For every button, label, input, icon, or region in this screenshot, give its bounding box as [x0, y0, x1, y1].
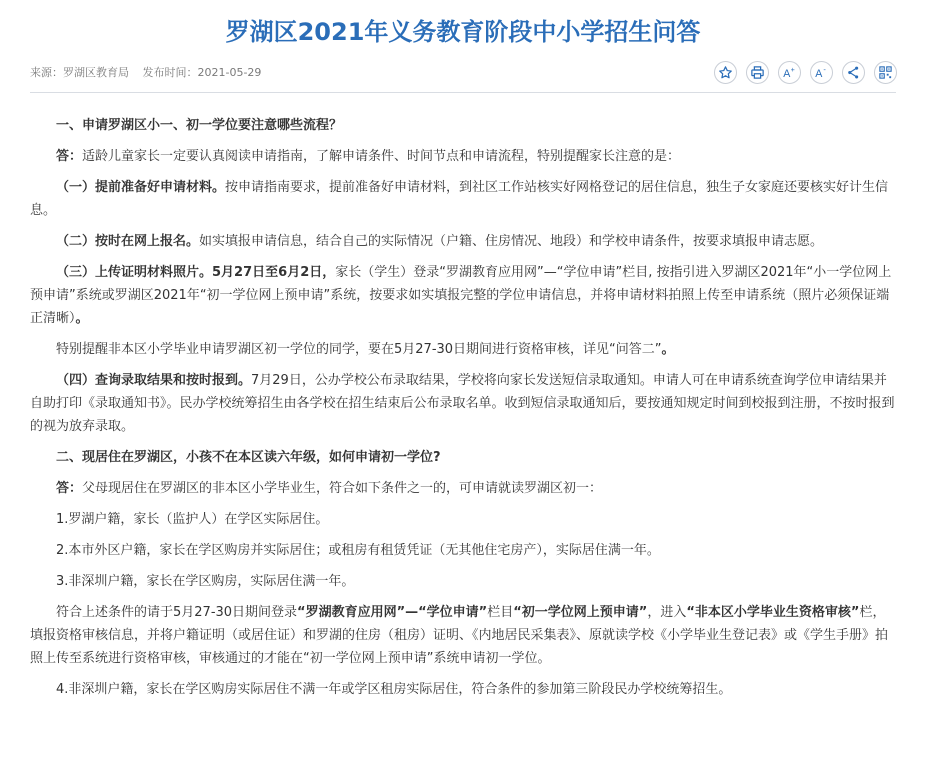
condition-2: 2.本市外区户籍，家长在学区购房并实际居住；或租房有租赁凭证（无其他住宅房产），实际居住满一年。 — [56, 543, 660, 558]
condition-4: 4.非深圳户籍，家长在学区购房实际居住不满一年或学区租房实际居住，符合条件的参加第三阶段民办学校统筹招生。 — [56, 682, 732, 697]
print-icon — [750, 65, 765, 80]
step-1: （一）提前准备好申请材料。按申请指南要求，提前准备好申请材料，到社区工作站核实好网格登记的居住信息，独生子女家庭还要核实好计生信息。 — [30, 180, 889, 218]
question-2-answer: 答：父母现居住在罗湖区的非本区小学毕业生，符合如下条件之一的，可申请就读罗湖区初一： — [56, 481, 603, 496]
step-2: （二）按时在网上报名。如实填报申请信息，结合自己的实际情况（户籍、住房情况、地段）和学校申请条件，按要求填报申请志愿。 — [56, 234, 824, 249]
font-decrease-button[interactable] — [810, 61, 833, 84]
condition-3: 3.非深圳户籍，家长在学区购房，实际居住满一年。 — [56, 574, 355, 589]
question-1-heading: 一、申请罗湖区小一、初一学位要注意哪些流程？ — [56, 118, 343, 133]
question-2-heading: 二、现居住在罗湖区，小孩不在本区读六年级，如何申请初一学位? — [56, 450, 441, 465]
qrcode-button[interactable] — [874, 61, 897, 84]
step-3: （三）上传证明材料照片。5月27日至6月2日，家长（学生）登录“罗湖教育应用网”—“学位申请”栏目, 按指引进入罗湖区2021年“小一学位网上预申请”系统或罗湖区2021年“初一学位网上预申请”系统，按要求如实填报完整的学位申请信息，并将申请材料拍照上传至申请系统（照片必须保证端正清晰）。 — [30, 265, 892, 326]
header-divider — [30, 92, 896, 93]
share-button[interactable] — [842, 61, 865, 84]
share-icon — [846, 65, 861, 80]
article-body — [30, 114, 896, 709]
publish-date: 发布时间：2021-05-29 — [142, 66, 262, 79]
svg-text:-: - — [823, 65, 826, 74]
source-label: 来源：罗湖区教育局 — [30, 66, 129, 79]
qrcode-icon — [878, 65, 893, 80]
step-4: （四）查询录取结果和按时报到。7月29日，公办学校公布录取结果，学校将向家长发送短信录取通知。申请人可在申请系统查询学位申请结果并自助打印《录取通知书》。民办学校统筹招生由各学校在招生结束后公布录取名单。收到短信录取通知后，要按通知规定时间到校报到注册，不按时报到的视为放弃录取。 — [30, 373, 895, 434]
svg-text:A: A — [783, 67, 791, 80]
font-increase-button[interactable] — [778, 61, 801, 84]
print-button[interactable] — [746, 61, 769, 84]
article-meta — [30, 64, 261, 80]
article-toolbar — [714, 61, 897, 84]
font-increase-icon — [782, 65, 797, 80]
article-title: 罗湖区2021年义务教育阶段中小学招生问答 — [225, 18, 701, 46]
question-1-answer: 答：适龄儿童家长一定要认真阅读申请指南，了解申请条件、时间节点和申请流程，特别提醒家长注意的是： — [56, 149, 681, 164]
reminder: 特别提醒非本区小学毕业申请罗湖区初一学位的同学，要在5月27-30日期间进行资格审核，详见“问答二”。 — [56, 342, 675, 357]
star-icon — [718, 65, 733, 80]
font-decrease-icon — [814, 65, 829, 80]
favorite-button[interactable] — [714, 61, 737, 84]
condition-1: 1.罗湖户籍，家长（监护人）在学区实际居住。 — [56, 512, 329, 527]
apply-instructions: 符合上述条件的请于5月27-30日期间登录“罗湖教育应用网”—“学位申请”栏目“初一学位网上预申请”，进入“非本区小学毕业生资格审核”栏，填报资格审核信息，并将户籍证明（或居住证）和罗湖的住房（租房）证明、《内地居民采集表》、原就读学校《小学毕业生登记表》或《学生手册》拍照上传至系统进行资格审核，审核通过的才能在“初一学位网上预申请”系统申请初一学位。 — [30, 605, 889, 666]
svg-text:A: A — [815, 67, 823, 80]
svg-text:+: + — [790, 66, 795, 74]
